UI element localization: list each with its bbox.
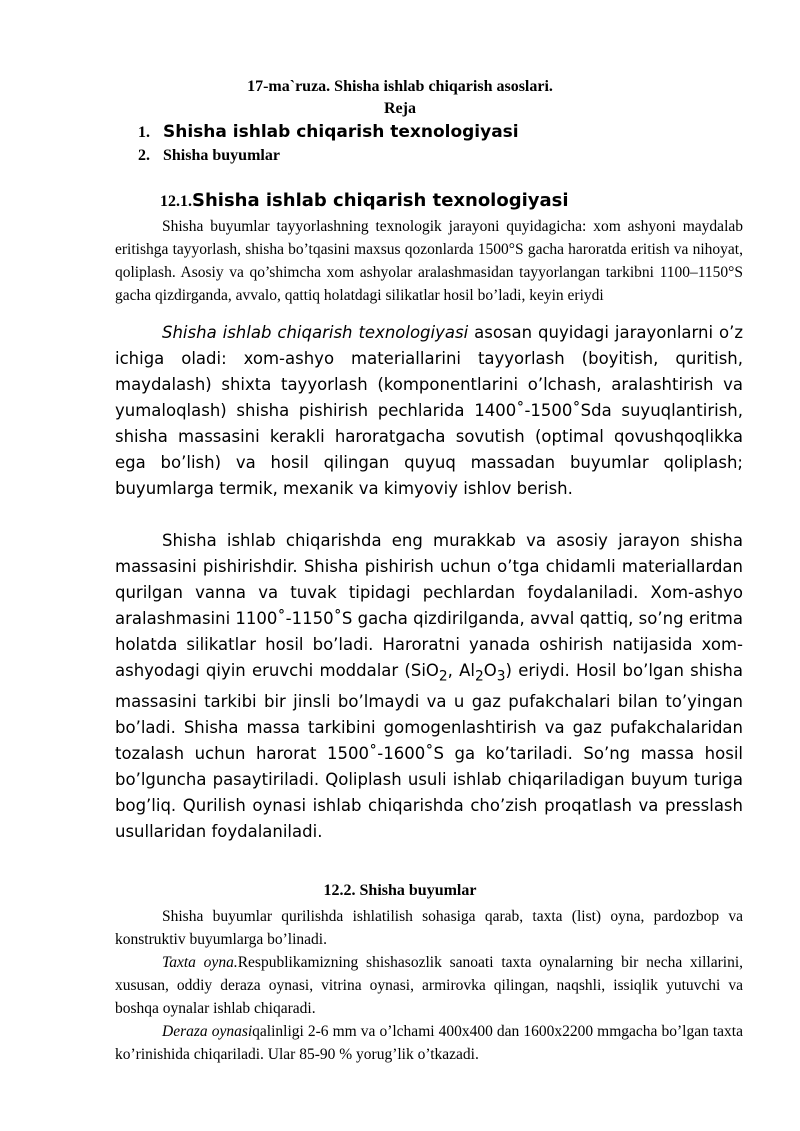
- subscript: 2: [475, 668, 484, 685]
- paragraph-text: Respublikamizning shishasozlik sanoati taxta oynalarning bir necha xillarini, xususan, oddiy deraza oynasi, vitrina oynasi, armirovka qilingan, naqshli, issiqlik yutuvchi va boshqa oynalar ishlab chiqaradi.: [115, 954, 744, 1017]
- paragraph-text: , Al: [447, 661, 476, 680]
- plan-item-number: 1.: [138, 124, 150, 141]
- emphasis-text: Taxta oyna.: [162, 954, 238, 971]
- paragraph-text: Shisha ishlab chiqarishda eng murakkab va asosiy jarayon shisha massasini pishirishdir. Shisha pishirish uchun o’tga chidamli materiallardan qurilgan vanna va tuvak tipidagi pechlardan foydalaniladi. Xom-ashyo aralashmasini 1100˚-1150˚S gacha qizdirilganda, avval qattiq, so’ng eritma holatda silikatlar hosil bo’ladi. Haroratni yanada oshirish natijasida xom-ashyodagi qiyin eruvchi moddalar (SiO: [115, 531, 743, 680]
- plan-item-text: Shisha buyumlar: [163, 147, 280, 164]
- section-1-heading: [160, 190, 569, 211]
- emphasis-text: Shisha ishlab chiqarish texnologiyasi: [162, 323, 469, 342]
- section-number: 12.1.: [160, 193, 192, 210]
- paragraph: [115, 528, 743, 845]
- paragraph: [115, 905, 743, 951]
- plan-item-number: 2.: [138, 147, 150, 164]
- subscript: 2: [438, 668, 448, 685]
- subscript: 3: [496, 668, 506, 685]
- paragraph: [115, 320, 743, 502]
- paragraph: [115, 1020, 743, 1066]
- paragraph-text: asosan quyidagi jarayonlarni o’z ichiga oladi: xom-ashyo materiallarini tayyorlash (boyitish, quritish, maydalash) shixta tayyorlash (komponentlarini o’lchash, aralashtirish va yumaloqlash) shisha pishirish pechlarida 1400˚-1500˚Sda suyuqlantirish, shisha massasini kerakli haroratgacha sovutish (optimal qovushqoqlikka ega bo’lish) va hosil qilingan quyuq massadan buyumlar qoliplash; buyumlarga termik, mexanik va kimyoviy ishlov berish.: [115, 323, 743, 498]
- plan-heading: Reja: [384, 100, 416, 117]
- section-2-heading: 12.2. Shisha buyumlar: [323, 882, 477, 899]
- paragraph: [115, 951, 743, 1020]
- plan-item-2: [138, 147, 280, 165]
- paragraph-text: Shisha buyumlar qurilishda ishlatilish sohasiga qarab, taxta (list) oyna, pardozbop va konstruktiv buyumlarga bo’linadi.: [115, 908, 743, 948]
- section-title: Shisha ishlab chiqarish texnologiyasi: [192, 190, 569, 211]
- paragraph-text: ) eriydi. Hosil bo’lgan shisha massasini tarkibi bir jinsli bo’lmaydi va u gaz pufakchalari bilan to’yingan bo’ladi. Shisha massa tarkibini gomogenlashtirish va gaz pufakchalaridan tozalash uchun harorat 1500˚-1600˚S ga ko’tariladi. So’ng massa hosil bo’lguncha pasaytiriladi. Qoliplash usuli ishlab chiqariladigan buyum turiga bog’liq. Qurilish oynasi ishlab chiqarishda cho’zish proqatlash va presslash usullaridan foydalaniladi.: [115, 661, 743, 842]
- plan-item-1: [138, 122, 519, 142]
- paragraph-text: Shisha buyumlar tayyorlashning texnologik jarayoni quyidagicha: xom ashyoni maydalab eritishga tayyorlash, shisha bo’tqasini maxsus qozonlarda 1500°S gacha haroratda eritish va nihoyat, qoliplash. Asosiy va qo’shimcha xom ashyolar aralashmasidan tayyorlangan tarkibni 1100–1150°S gacha qizdirganda, avvalo, qattiq holatdagi silikatlar hosil bo’ladi, keyin eriydi: [115, 218, 743, 304]
- plan-item-text: Shisha ishlab chiqarish texnologiyasi: [163, 122, 519, 142]
- emphasis-text: Deraza oynasi: [162, 1023, 253, 1040]
- lecture-title: 17-ma`ruza. Shisha ishlab chiqarish asoslari.: [247, 78, 553, 95]
- paragraph-text: O: [483, 661, 497, 680]
- paragraph: [115, 215, 743, 307]
- paragraph-text: qalinligi 2-6 mm va o’lchami 400x400 dan 1600x2200 mmgacha bo’lgan taxta ko’rinishida chiqariladi. Ular 85-90 % yorug’lik o’tkazadi.: [115, 1023, 743, 1063]
